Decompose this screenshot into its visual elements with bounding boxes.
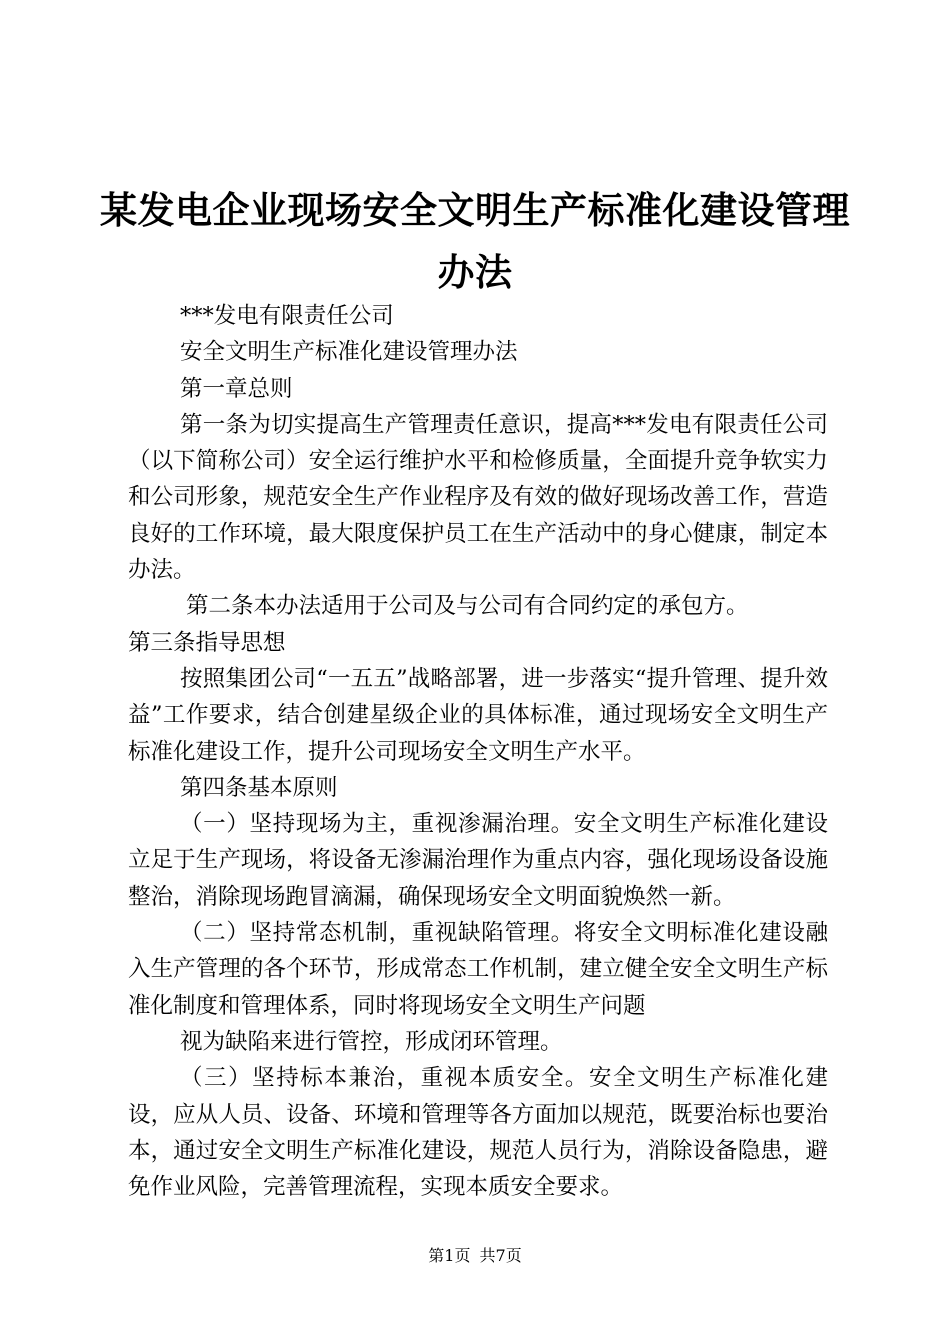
paragraph: （一）坚持现场为主，重视渗漏治理。安全文明生产标准化建设立足于生产现场，将设备无渗漏治理作为重点内容，强化现场设备设施整治，消除现场跑冒滴漏，确保现场安全文明面貌焕然一新。 [128,811,828,910]
paragraph: 按照集团公司“一五五”战略部署，进一步落实“提升管理、提升效益”工作要求，结合创建星级企业的具体标准，通过现场安全文明生产标准化建设工作，提升公司现场安全文明生产水平。 [128,665,828,765]
paragraph: ***发电有限责任公司 [180,303,394,329]
document-body [128,298,828,1205]
paragraph: 第四条基本原则 [180,774,338,801]
paragraph: 视为缺陷来进行管控，形成闭环管理。 [180,1028,563,1055]
page-footer [0,1246,950,1266]
paragraph: （三）坚持标本兼治，重视本质安全。安全文明生产标准化建设，应从人员、设备、环境和管理等各方面加以规范，既要治标也要治本，通过安全文明生产标准化建设，规范人员行为，消除设备隐患，避免作业风险，完善管理流程，实现本质安全要求。 [128,1065,828,1201]
page-total: 共7页 [479,1246,522,1265]
paragraph: （二）坚持常态机制，重视缺陷管理。将安全文明标准化建设融入生产管理的各个环节，形成常态工作机制，建立健全安全文明生产标准化制度和管理体系，同时将现场安全文明生产问题 [128,920,828,1019]
paragraph: 第一条为切实提高生产管理责任意识，提高***发电有限责任公司（以下简称公司）安全运行维护水平和检修质量，全面提升竞争软实力和公司形象，规范安全生产作业程序及有效的做好现场改善工作，营造良好的工作环境，最大限度保护员工在生产活动中的身心健康，制定本办法。 [128,411,828,584]
paragraph: 第三条指导思想 [128,629,286,656]
paragraph: 第一章总则 [180,375,293,402]
paragraph: 第二条本办法适用于公司及与公司有合同约定的承包方。 [186,593,749,620]
document-title: 某发电企业现场安全文明生产标准化建设管理办法 [100,189,850,294]
paragraph: 安全文明生产标准化建设管理办法 [180,339,518,366]
page-number: 第1页 [428,1246,471,1265]
